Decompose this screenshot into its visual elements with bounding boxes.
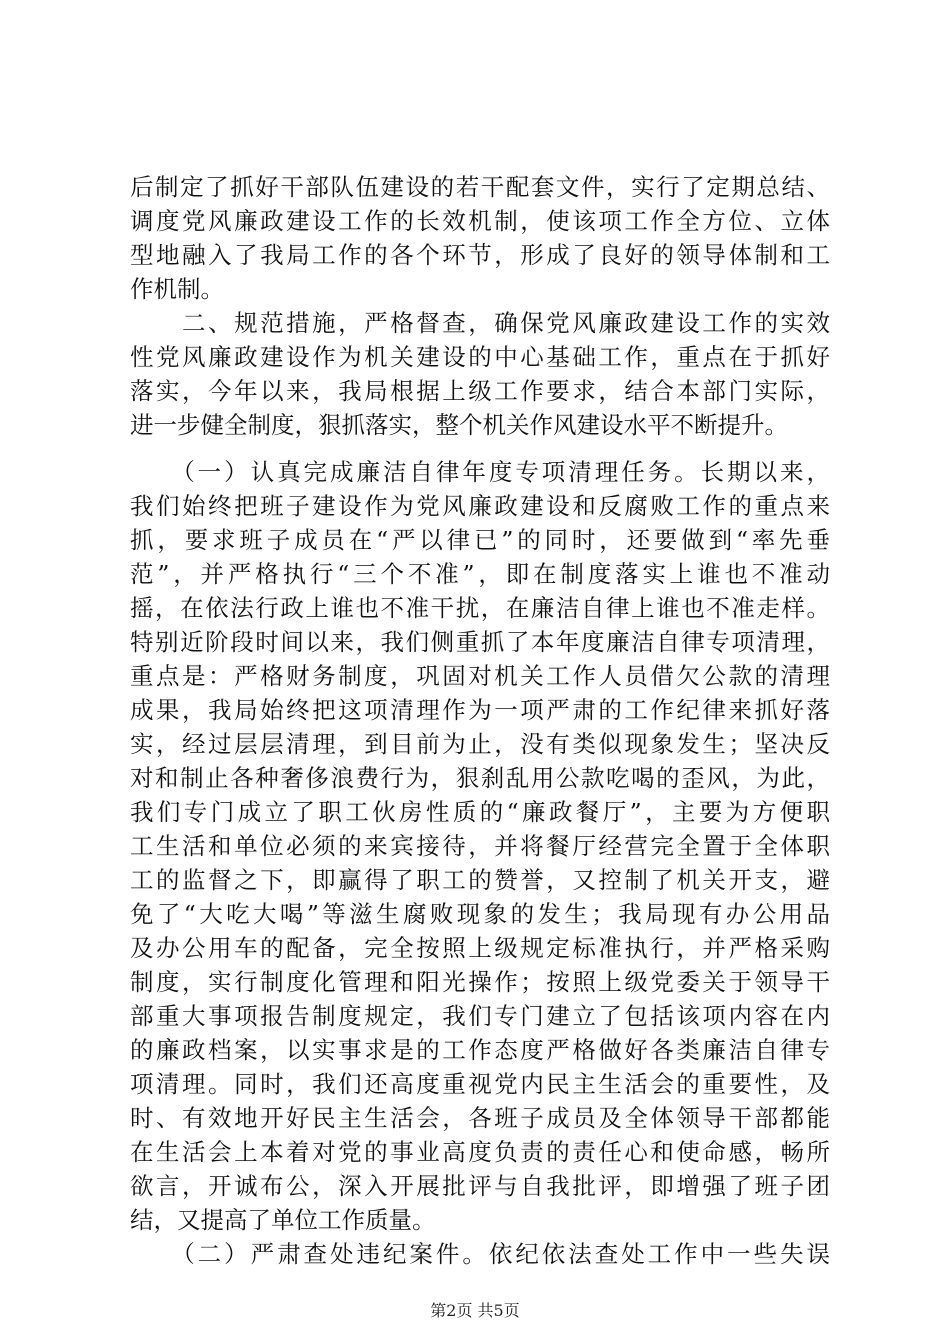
page-number: 第2页 共5页 [430, 1301, 520, 1320]
text-line-27: 项清理。同时，我们还高度重视党内民主生活会的重要性，及 [130, 1070, 830, 1098]
text-line-23: 及办公用车的配备，完全按照上级规定标准执行，并严格采购 [130, 934, 830, 962]
text-line-14: 特别近阶段时间以来，我们侧重抓了本年度廉洁自律专项清理， [130, 628, 830, 656]
text-line-29: 在生活会上本着对党的事业高度负责的责任心和使命感，畅所 [130, 1138, 830, 1166]
text-line-17: 实，经过层层清理，到目前为止，没有类似现象发生；坚决反 [130, 730, 830, 758]
text-line-25: 部重大事项报告制度规定，我们专门建立了包括该项内容在内 [130, 1002, 830, 1030]
text-line-26: 的廉政档案，以实事求是的工作态度严格做好各类廉洁自律专 [130, 1036, 830, 1064]
text-line-21: 工的监督之下，即赢得了职工的赞誉，又控制了机关开支，避 [130, 866, 830, 894]
text-line-20: 工生活和单位必须的来宾接待，并将餐厅经营完全置于全体职 [130, 832, 830, 860]
text-line-9: （一）认真完成廉洁自律年度专项清理任务。长期以来， [130, 458, 830, 486]
text-line-31: 结，又提高了单位工作质量。 [130, 1206, 436, 1234]
text-line-3: 型地融入了我局工作的各个环节，形成了良好的领导体制和工 [130, 241, 830, 269]
text-line-12: 范”，并严格执行“三个不准”，即在制度落实上谁也不准动 [130, 560, 830, 588]
text-line-16: 成果，我局始终把这项清理作为一项严肃的工作纪律来抓好落 [130, 696, 830, 724]
text-line-22: 免了“大吃大喝”等滋生腐败现象的发生；我局现有办公用品 [130, 900, 830, 928]
text-line-30: 欲言，开诚布公，深入开展批评与自我批评，即增强了班子团 [130, 1172, 830, 1200]
text-line-4: 作机制。 [130, 275, 224, 303]
text-line-2: 调度党风廉政建设工作的长效机制，使该项工作全方位、立体 [130, 207, 830, 235]
text-line-28: 时、有效地开好民主生活会，各班子成员及全体领导干部都能 [130, 1104, 830, 1132]
text-line-32: （二）严肃查处违纪案件。依纪依法查处工作中一些失误 [130, 1240, 830, 1268]
text-line-18: 对和制止各种奢侈浪费行为，狠刹乱用公款吃喝的歪风，为此， [130, 764, 830, 792]
text-line-19: 我们专门成立了职工伙房性质的“廉政餐厅”，主要为方便职 [130, 798, 830, 826]
text-line-13: 摇，在依法行政上谁也不准干扰，在廉洁自律上谁也不准走样。 [130, 594, 830, 622]
text-line-24: 制度，实行制度化管理和阳光操作；按照上级党委关于领导干 [130, 968, 830, 996]
text-line-15: 重点是：严格财务制度，巩固对机关工作人员借欠公款的清理 [130, 662, 830, 690]
text-line-8: 进一步健全制度，狠抓落实，整个机关作风建设水平不断提升。 [130, 411, 788, 439]
text-line-11: 抓，要求班子成员在“严以律已”的同时，还要做到“率先垂 [130, 526, 830, 554]
text-line-10: 我们始终把班子建设作为党风廉政建设和反腐败工作的重点来 [130, 492, 830, 520]
text-line-7: 落实，今年以来，我局根据上级工作要求，结合本部门实际， [130, 377, 830, 405]
text-line-5: 二、规范措施，严格督查，确保党风廉政建设工作的实效 [130, 309, 830, 337]
text-line-6: 性党风廉政建设作为机关建设的中心基础工作，重点在于抓好 [130, 343, 830, 371]
text-line-1: 后制定了抓好干部队伍建设的若干配套文件，实行了定期总结、 [130, 173, 830, 201]
